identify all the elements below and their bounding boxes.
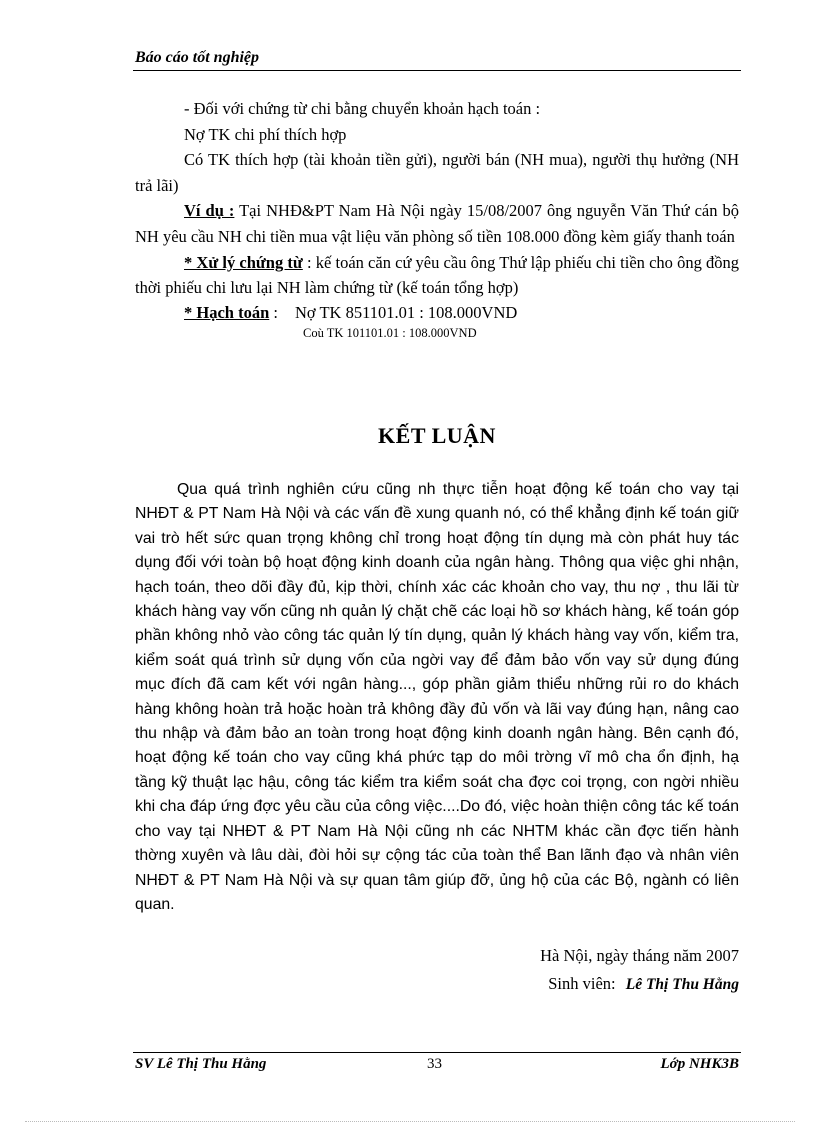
credit-account-line: Có TK thích hợp (tài khoản tiền gửi), người bán (NH mua), người thụ hưởng (NH trả lãi) (135, 150, 739, 195)
signature-date: Hà Nội, ngày tháng năm 2007 (540, 946, 739, 965)
debit-entry: Nợ TK 851101.01 : 108.000VND (295, 302, 518, 322)
debit-account-line: Nợ TK chi phí thích hợp (184, 124, 347, 144)
student-signature-name: Lê Thị Thu Hằng (625, 976, 739, 993)
accounting-entry-row (135, 301, 739, 325)
footer-author: SV Lê Thị Thu Hằng (135, 1056, 267, 1072)
voucher-processing-text: : kế toán căn cứ yêu cầu ông Thứ lập phiếu chi tiền cho ông đồng thời phiếu chi lưu lại NH làm chứng từ (kế toán tổng hợp) (135, 252, 739, 298)
header-divider (133, 70, 741, 71)
transfer-voucher-line: - Đối với chứng từ chi bằng chuyển khoản hạch toán : (184, 99, 541, 118)
voucher-processing-paragraph (135, 250, 739, 301)
example-paragraph (135, 198, 739, 249)
page-footer (135, 1056, 739, 1076)
conclusion-section (135, 478, 739, 917)
accounting-entry-label-group (135, 300, 295, 326)
accounting-entry-colon: : (269, 302, 278, 322)
conclusion-heading: KẾT LUẬN (378, 423, 496, 448)
footer-divider (133, 1052, 741, 1053)
page-edge-dotted-line (25, 1121, 795, 1122)
accounting-entry-label: * Hạch toán (184, 302, 270, 322)
page-header-title: Báo cáo tốt nghiệp (135, 49, 260, 66)
conclusion-paragraph: Qua quá trình nghiên cứu cũng nh thực tiễn hoạt động kế toán cho vay tại NHĐT & PT Nam Hà Nội và các vấn đề xung quanh nó, có thể khẳng định kế toán giữ vai trò hết sức quan trọng không chỉ trong hoạt động tín dụng mà còn phát huy tác dụng đối với toàn bộ hoạt động kinh doanh của ngân hàng. Thông qua việc ghi nhận, hạch toán, theo dõi đầy đủ, kịp thời, chính xác các khoản cho vay, thu nợ , thu lãi từ khách hàng vay vốn cũng nh quản lý chặt chẽ các loại hồ sơ khách hàng, kế toán góp phần không nhỏ vào công tác quản lý tín dụng, quản lý khách hàng vay vốn, kiểm tra, kiểm soát quá trình sử dụng vốn của ngời vay để đảm bảo vốn vay sử dụng đúng mục đích đã cam kết với ngân hàng..., góp phần giảm thiểu những rủi ro do khách hàng không hoàn trả hoặc hoàn trả không đầy đủ vốn và lãi vay đúng hạn, nâng cao thu nhập và đảm bảo an toàn trong hoạt động kinh doanh ngân hàng. Bên cạnh đó, hoạt động kế toán cho vay cũng khá phức tạp do môi trờng vĩ mô cha ổn định, hạ tầng kỹ thuật lạc hậu, công tác kiểm tra kiểm soát cha đợc coi trọng, con ngời nhiều khi cha đáp ứng đợc yêu cầu của công việc....Do đó, việc hoàn thiện công tác kế toán cho vay tại NHĐT & PT Nam Hà Nội cũng nh các NHTM khác cần đợc tiến hành thờng xuyên và lâu dài, đòi hỏi sự cộng tác của toàn thể Ban lãnh đạo và nhân viên NHĐT & PT Nam Hà Nội và sự quan tâm giúp đỡ, ủng hộ của các Bộ, ngành có liên quan. (135, 481, 739, 913)
footer-class: Lớp NHK3B (660, 1056, 739, 1072)
signature-student (548, 974, 739, 994)
page-number: 33 (427, 1056, 442, 1072)
student-label: Sinh viên: (548, 974, 616, 993)
body-section (135, 96, 739, 343)
example-text: Tại NHĐ&PT Nam Hà Nội ngày 15/08/2007 ông nguyễn Văn Thứ cán bộ NH yêu cầu NH chi tiền mua vật liệu văn phòng số tiền 108.000 đồng kèm giấy thanh toán (135, 201, 739, 246)
voucher-processing-label: * Xử lý chứng từ (184, 252, 303, 272)
example-label: Ví dụ : (184, 201, 235, 221)
credit-entry: Coù TK 101101.01 : 108.000VND (303, 325, 477, 340)
